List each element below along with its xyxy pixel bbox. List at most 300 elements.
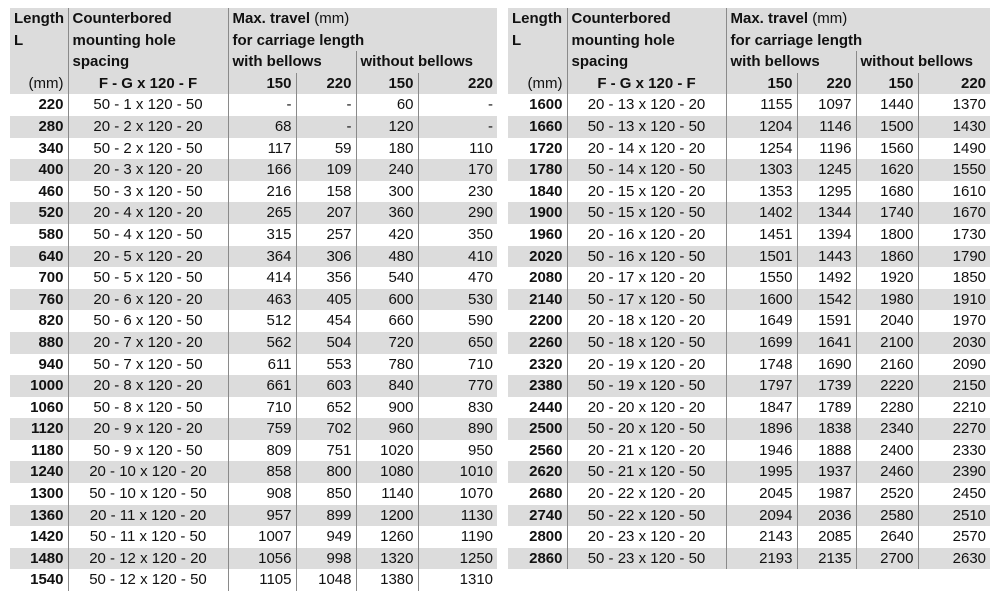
hole-spacing-cell: 50 - 15 x 120 - 50 [567,202,726,224]
travel-with-150-cell: 1254 [726,138,797,160]
length-cell: 1660 [508,116,567,138]
travel-without-220-cell: 1190 [418,526,497,548]
travel-with-220-cell: 257 [296,224,356,246]
travel-without-150-cell: 1080 [356,461,418,483]
table-row [10,246,497,268]
travel-without-150-cell: 1620 [856,159,918,181]
travel-without-150-cell: 480 [356,246,418,268]
travel-without-150-cell: 60 [356,94,418,116]
travel-without-150-cell: 540 [356,267,418,289]
length-cell: 2320 [508,354,567,376]
travel-with-150-cell: 1896 [726,418,797,440]
length-cell: 1000 [10,375,68,397]
hole-spacing-cell: 20 - 7 x 120 - 20 [68,332,228,354]
hole-spacing-cell: 20 - 12 x 120 - 20 [68,548,228,570]
travel-with-150-cell: 512 [228,310,296,332]
travel-with-150-cell: 1007 [228,526,296,548]
travel-with-150-cell: 661 [228,375,296,397]
travel-with-150-cell: 1353 [726,181,797,203]
length-cell: 2200 [508,310,567,332]
travel-without-150-cell: 900 [356,397,418,419]
table-row [508,181,990,203]
travel-without-220-cell: 2510 [918,505,990,527]
table-row [10,354,497,376]
travel-without-150-cell: 2460 [856,461,918,483]
table-row [508,354,990,376]
table-row [508,505,990,527]
col-with-150: 150 [228,73,296,95]
travel-without-220-cell: 470 [418,267,497,289]
length-cell: 1540 [10,569,68,591]
travel-title: Max. travel [730,10,809,27]
travel-with-220-cell: 1245 [797,159,856,181]
travel-with-220-cell: 702 [296,418,356,440]
length-cell: 2260 [508,332,567,354]
travel-without-150-cell: 2640 [856,526,918,548]
table-row [508,310,990,332]
length-cell: 820 [10,310,68,332]
travel-without-150-cell: 2700 [856,548,918,570]
travel-with-150-cell: 562 [228,332,296,354]
travel-without-150-cell: 2160 [856,354,918,376]
length-cell: 2740 [508,505,567,527]
travel-without-220-cell: 1010 [418,461,497,483]
travel-unit: (mm) [812,10,848,27]
travel-without-220-cell: 1430 [918,116,990,138]
table-row [508,397,990,419]
spacing-header-line3: spacing [567,51,726,73]
hole-spacing-cell: 50 - 9 x 120 - 50 [68,440,228,462]
travel-with-150-cell: 2094 [726,505,797,527]
travel-with-220-cell: 850 [296,483,356,505]
spacing-formula: F - G x 120 - F [567,73,726,95]
travel-with-150-cell: 117 [228,138,296,160]
travel-with-150-cell: 858 [228,461,296,483]
travel-without-220-cell: 350 [418,224,497,246]
length-cell: 700 [10,267,68,289]
table-row [10,461,497,483]
travel-without-220-cell: 710 [418,354,497,376]
travel-with-220-cell: 1987 [797,483,856,505]
travel-with-220-cell: 998 [296,548,356,570]
travel-with-220-cell: 1690 [797,354,856,376]
length-cell: 760 [10,289,68,311]
travel-with-150-cell: 166 [228,159,296,181]
hole-spacing-cell: 50 - 6 x 120 - 50 [68,310,228,332]
travel-with-150-cell: 1550 [726,267,797,289]
length-cell: 1120 [10,418,68,440]
spacing-header: Counterbored [68,8,228,30]
length-cell: 1600 [508,94,567,116]
travel-without-220-cell: 1610 [918,181,990,203]
travel-header [228,8,497,30]
length-cell: 1180 [10,440,68,462]
travel-without-150-cell: 2100 [856,332,918,354]
travel-with-150-cell: 364 [228,246,296,268]
hole-spacing-cell: 20 - 15 x 120 - 20 [567,181,726,203]
travel-with-150-cell: 2045 [726,483,797,505]
table-row [10,94,497,116]
table-row [10,505,497,527]
travel-with-150-cell: 1699 [726,332,797,354]
length-cell: 340 [10,138,68,160]
travel-without-150-cell: 1140 [356,483,418,505]
with-bellows-label: with bellows [228,51,356,73]
travel-without-150-cell: 720 [356,332,418,354]
travel-without-220-cell: 2630 [918,548,990,570]
travel-without-220-cell: - [418,116,497,138]
travel-with-220-cell: 1789 [797,397,856,419]
travel-with-150-cell: 908 [228,483,296,505]
travel-without-150-cell: 1980 [856,289,918,311]
travel-without-220-cell: 1070 [418,483,497,505]
travel-with-150-cell: 1056 [228,548,296,570]
hole-spacing-cell: 20 - 16 x 120 - 20 [567,224,726,246]
table-row [10,116,497,138]
travel-without-220-cell: 1730 [918,224,990,246]
length-cell: 520 [10,202,68,224]
table-row [508,246,990,268]
travel-with-220-cell: 207 [296,202,356,224]
travel-without-220-cell: 1130 [418,505,497,527]
table-row [10,440,497,462]
col-without-150: 150 [856,73,918,95]
table-row [508,526,990,548]
travel-without-150-cell: 1500 [856,116,918,138]
travel-with-220-cell: - [296,94,356,116]
table-row [10,289,497,311]
travel-with-150-cell: 1155 [726,94,797,116]
length-cell: 1360 [10,505,68,527]
length-cell: 2080 [508,267,567,289]
length-cell: 2140 [508,289,567,311]
travel-with-220-cell: 553 [296,354,356,376]
table-row [508,461,990,483]
travel-without-150-cell: 600 [356,289,418,311]
hole-spacing-cell: 50 - 10 x 120 - 50 [68,483,228,505]
travel-with-150-cell: 2193 [726,548,797,570]
table-row [10,569,497,591]
travel-with-220-cell: 899 [296,505,356,527]
table-row [10,224,497,246]
travel-without-150-cell: 960 [356,418,418,440]
travel-with-220-cell: 1888 [797,440,856,462]
table-row [508,138,990,160]
table-row [10,375,497,397]
travel-without-220-cell: 1850 [918,267,990,289]
length-cell: 1240 [10,461,68,483]
length-cell: 1480 [10,548,68,570]
travel-without-220-cell: 950 [418,440,497,462]
without-bellows-label: without bellows [856,51,990,73]
length-cell: 460 [10,181,68,203]
spacing-header-line3: spacing [68,51,228,73]
travel-with-150-cell: 611 [228,354,296,376]
travel-without-220-cell: 2030 [918,332,990,354]
hole-spacing-cell: 50 - 7 x 120 - 50 [68,354,228,376]
travel-with-150-cell: 1748 [726,354,797,376]
travel-without-220-cell: 1250 [418,548,497,570]
travel-without-150-cell: 780 [356,354,418,376]
travel-without-220-cell: 2330 [918,440,990,462]
travel-table-right [508,8,990,569]
length-cell: 2560 [508,440,567,462]
travel-with-150-cell: 414 [228,267,296,289]
travel-without-150-cell: 2580 [856,505,918,527]
hole-spacing-cell: 50 - 17 x 120 - 50 [567,289,726,311]
table-row [10,418,497,440]
travel-with-220-cell: 800 [296,461,356,483]
table-row [10,397,497,419]
table-row [508,289,990,311]
travel-with-220-cell: 2135 [797,548,856,570]
travel-with-220-cell: 652 [296,397,356,419]
hole-spacing-cell: 50 - 1 x 120 - 50 [68,94,228,116]
travel-with-150-cell: 463 [228,289,296,311]
length-cell: 1840 [508,181,567,203]
hole-spacing-cell: 50 - 2 x 120 - 50 [68,138,228,160]
table-row [508,224,990,246]
travel-without-220-cell: 2570 [918,526,990,548]
travel-without-150-cell: 120 [356,116,418,138]
travel-with-220-cell: 2036 [797,505,856,527]
travel-with-150-cell: 710 [228,397,296,419]
travel-with-220-cell: - [296,116,356,138]
hole-spacing-cell: 50 - 23 x 120 - 50 [567,548,726,570]
travel-without-220-cell: 2090 [918,354,990,376]
table-row [10,159,497,181]
travel-without-220-cell: 770 [418,375,497,397]
travel-with-220-cell: 1394 [797,224,856,246]
table-row [508,116,990,138]
length-cell: 1960 [508,224,567,246]
length-cell: 2860 [508,548,567,570]
travel-without-150-cell: 2520 [856,483,918,505]
length-cell: 1720 [508,138,567,160]
travel-with-220-cell: 1344 [797,202,856,224]
travel-without-150-cell: 840 [356,375,418,397]
hole-spacing-cell: 20 - 5 x 120 - 20 [68,246,228,268]
length-cell: 1300 [10,483,68,505]
travel-without-220-cell: 1790 [918,246,990,268]
spacing-header-line2: mounting hole [567,30,726,52]
table-row [508,94,990,116]
travel-without-150-cell: 660 [356,310,418,332]
table-row [10,267,497,289]
travel-without-220-cell: 2390 [918,461,990,483]
travel-with-150-cell: 1600 [726,289,797,311]
travel-with-150-cell: 1501 [726,246,797,268]
travel-without-150-cell: 1860 [856,246,918,268]
carriage-length-label: for carriage length [726,30,990,52]
table-body [508,94,990,569]
travel-with-150-cell: 2143 [726,526,797,548]
travel-without-150-cell: 2280 [856,397,918,419]
length-cell: 2620 [508,461,567,483]
hole-spacing-cell: 20 - 23 x 120 - 20 [567,526,726,548]
travel-with-220-cell: 504 [296,332,356,354]
hole-spacing-cell: 50 - 12 x 120 - 50 [68,569,228,591]
length-cell: 1900 [508,202,567,224]
col-without-220: 220 [918,73,990,95]
length-cell: 2020 [508,246,567,268]
hole-spacing-cell: 20 - 9 x 120 - 20 [68,418,228,440]
travel-with-220-cell: 1591 [797,310,856,332]
travel-with-220-cell: 59 [296,138,356,160]
length-symbol: L [508,30,567,52]
col-with-150: 150 [726,73,797,95]
length-cell: 940 [10,354,68,376]
length-cell: 880 [10,332,68,354]
carriage-length-label: for carriage length [228,30,497,52]
hole-spacing-cell: 20 - 8 x 120 - 20 [68,375,228,397]
travel-with-150-cell: 759 [228,418,296,440]
hole-spacing-cell: 20 - 11 x 120 - 20 [68,505,228,527]
travel-without-150-cell: 1320 [356,548,418,570]
travel-without-220-cell: 1490 [918,138,990,160]
travel-with-150-cell: - [228,94,296,116]
travel-table-left [10,8,497,591]
length-cell: 220 [10,94,68,116]
length-cell: 2500 [508,418,567,440]
hole-spacing-cell: 50 - 16 x 120 - 50 [567,246,726,268]
travel-with-220-cell: 405 [296,289,356,311]
hole-spacing-cell: 20 - 4 x 120 - 20 [68,202,228,224]
hole-spacing-cell: 20 - 14 x 120 - 20 [567,138,726,160]
hole-spacing-cell: 50 - 3 x 120 - 50 [68,181,228,203]
table-row [508,418,990,440]
hole-spacing-cell: 20 - 19 x 120 - 20 [567,354,726,376]
travel-without-220-cell: 110 [418,138,497,160]
length-cell: 280 [10,116,68,138]
table-header [10,8,497,94]
length-cell: 2800 [508,526,567,548]
table-header [508,8,990,94]
length-header: Length [508,8,567,30]
travel-unit: (mm) [314,10,350,27]
travel-with-150-cell: 1995 [726,461,797,483]
hole-spacing-cell: 50 - 5 x 120 - 50 [68,267,228,289]
hole-spacing-cell: 20 - 18 x 120 - 20 [567,310,726,332]
hole-spacing-cell: 20 - 22 x 120 - 20 [567,483,726,505]
hole-spacing-cell: 20 - 10 x 120 - 20 [68,461,228,483]
travel-with-220-cell: 306 [296,246,356,268]
hole-spacing-cell: 50 - 8 x 120 - 50 [68,397,228,419]
length-unit: (mm) [10,73,68,95]
travel-without-150-cell: 1200 [356,505,418,527]
travel-without-150-cell: 180 [356,138,418,160]
travel-without-150-cell: 1020 [356,440,418,462]
travel-without-220-cell: 410 [418,246,497,268]
travel-with-150-cell: 68 [228,116,296,138]
travel-without-150-cell: 300 [356,181,418,203]
travel-with-220-cell: 1196 [797,138,856,160]
travel-with-150-cell: 1797 [726,375,797,397]
table-row [10,181,497,203]
travel-with-150-cell: 1105 [228,569,296,591]
length-cell: 2440 [508,397,567,419]
table-row [508,332,990,354]
length-cell: 580 [10,224,68,246]
table-row [508,159,990,181]
travel-with-150-cell: 216 [228,181,296,203]
length-unit: (mm) [508,73,567,95]
travel-with-220-cell: 1838 [797,418,856,440]
hole-spacing-cell: 50 - 13 x 120 - 50 [567,116,726,138]
travel-with-220-cell: 751 [296,440,356,462]
table-row [508,440,990,462]
col-with-220: 220 [797,73,856,95]
travel-with-150-cell: 1451 [726,224,797,246]
table-row [508,267,990,289]
travel-without-150-cell: 1740 [856,202,918,224]
hole-spacing-cell: 20 - 21 x 120 - 20 [567,440,726,462]
hole-spacing-cell: 50 - 22 x 120 - 50 [567,505,726,527]
travel-with-220-cell: 1443 [797,246,856,268]
length-symbol: L [10,30,68,52]
travel-without-220-cell: 530 [418,289,497,311]
length-cell: 1780 [508,159,567,181]
table-row [508,202,990,224]
travel-without-220-cell: 1670 [918,202,990,224]
travel-with-150-cell: 265 [228,202,296,224]
travel-without-220-cell: 650 [418,332,497,354]
length-cell: 640 [10,246,68,268]
travel-without-150-cell: 240 [356,159,418,181]
travel-with-220-cell: 603 [296,375,356,397]
travel-without-220-cell: 2270 [918,418,990,440]
hole-spacing-cell: 20 - 13 x 120 - 20 [567,94,726,116]
travel-without-220-cell: 230 [418,181,497,203]
travel-without-150-cell: 2220 [856,375,918,397]
travel-with-220-cell: 1492 [797,267,856,289]
travel-without-150-cell: 1260 [356,526,418,548]
with-bellows-label: with bellows [726,51,856,73]
hole-spacing-cell: 50 - 14 x 120 - 50 [567,159,726,181]
travel-with-150-cell: 1946 [726,440,797,462]
hole-spacing-cell: 50 - 4 x 120 - 50 [68,224,228,246]
travel-with-150-cell: 315 [228,224,296,246]
travel-without-220-cell: 2150 [918,375,990,397]
table-row [508,375,990,397]
length-cell: 1420 [10,526,68,548]
hole-spacing-cell: 20 - 3 x 120 - 20 [68,159,228,181]
hole-spacing-cell: 50 - 19 x 120 - 50 [567,375,726,397]
table-row [10,310,497,332]
travel-with-220-cell: 1048 [296,569,356,591]
table-row [10,332,497,354]
travel-without-150-cell: 2040 [856,310,918,332]
travel-with-150-cell: 1402 [726,202,797,224]
travel-with-150-cell: 809 [228,440,296,462]
travel-without-220-cell: 290 [418,202,497,224]
length-header: Length [10,8,68,30]
travel-with-220-cell: 1739 [797,375,856,397]
table-row [508,548,990,570]
travel-title: Max. travel [232,10,311,27]
hole-spacing-cell: 50 - 20 x 120 - 50 [567,418,726,440]
without-bellows-label: without bellows [356,51,497,73]
spacing-header-line2: mounting hole [68,30,228,52]
table-row [10,526,497,548]
travel-without-220-cell: 2210 [918,397,990,419]
travel-without-150-cell: 360 [356,202,418,224]
table-row [508,483,990,505]
travel-with-220-cell: 356 [296,267,356,289]
travel-without-150-cell: 1380 [356,569,418,591]
length-cell: 2380 [508,375,567,397]
travel-with-220-cell: 1097 [797,94,856,116]
